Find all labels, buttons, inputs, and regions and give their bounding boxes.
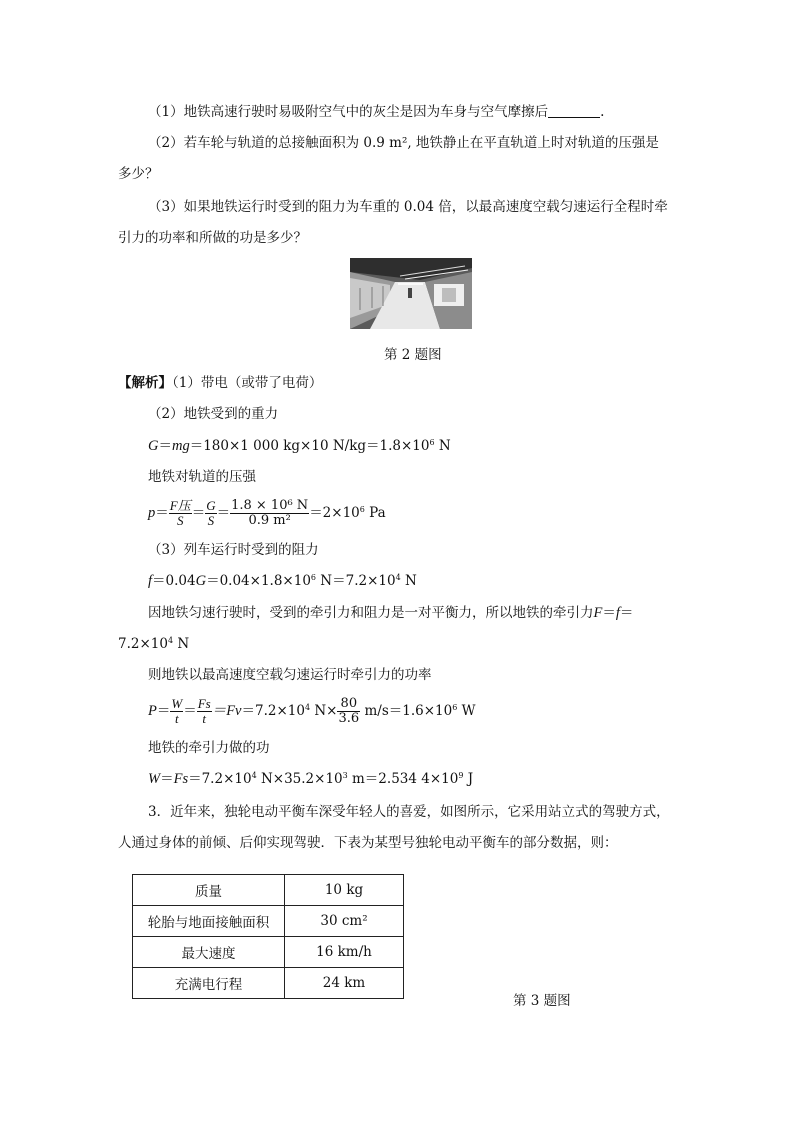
- power-label: 则地铁以最高速度空载匀速运行时牵引力的功率: [148, 667, 432, 683]
- table-cell-key: 充满电行程: [133, 968, 285, 999]
- answer-blank: [548, 105, 600, 118]
- gravity-equation: G＝mg＝180×1 000 kg×10 $N/kg=1.8\times 10^6$ N: [148, 438, 451, 454]
- table-row: [133, 937, 404, 968]
- question-1-text: （1）地铁高速行驶时易吸附空气中的灰尘是因为车身与空气摩擦后: [148, 104, 549, 120]
- problem-3-line-2: 人通过身体的前倾、后仰实现驾驶．下表为某型号独轮电动平衡车的部分数据，则：: [118, 835, 618, 851]
- solution-part-2-heading: （2）地铁受到的重力: [148, 406, 279, 422]
- table-row: [133, 875, 404, 906]
- table-cell-key: 质量: [133, 875, 285, 906]
- solution-part-3-heading: （3）列车运行时受到的阻力: [148, 542, 319, 558]
- subway-station-photo: [350, 258, 472, 329]
- table-cell-key: 轮胎与地面接触面积: [133, 906, 285, 937]
- problem-3-line-1: 3．近年来，独轮电动平衡车深受年轻人的喜爱，如图所示，它采用站立式的驾驶方式，: [148, 804, 670, 820]
- balance-line-2: $7.2\times 10^4$ N: [118, 636, 190, 652]
- question-2-line-1: （2）若车轮与轨道的总接触面积为 0.9 m², 地铁静止在平直轨道上时对轨道的压强是: [148, 135, 659, 151]
- fraction: $\frac{W}{t}$: [171, 696, 183, 726]
- fraction: $\frac{G}{S}$: [206, 498, 216, 528]
- question-1: （1）地铁高速行驶时易吸附空气中的灰尘是因为车身与空气摩擦后 .: [148, 104, 605, 120]
- table-cell-value: 30 cm²: [285, 906, 404, 937]
- fraction: $\frac{\text{F压}}{S}$: [169, 498, 191, 528]
- figure-2-caption: 第 2 题图: [384, 347, 442, 363]
- resistance-equation: $f=0.04G=0.04\times 1.8\times 10^6$ $N=7.2\times 10^4$ N: [148, 573, 417, 589]
- balance-line-1: 因地铁匀速行驶时，受到的牵引力和阻力是一对平衡力，所以地铁的牵引力F＝f＝: [148, 605, 634, 621]
- subway-photo-illustration: [350, 258, 472, 329]
- table-row: [133, 906, 404, 937]
- question-2-line-2: 多少？: [118, 166, 159, 182]
- table-cell-value: 24 km: [285, 968, 404, 999]
- power-equation: P＝ $\frac{W}{t}$ ＝ $\frac{Fs}{t}$ $=Fv=7.2\times 10^4$ N× $\frac{80}{3.6}$ $m/s=1.6\times 10^6$ W: [148, 696, 476, 726]
- solution-tag: 【解析】: [118, 375, 172, 391]
- table-row: [133, 968, 404, 999]
- fraction: $\frac{Fs}{t}$: [197, 696, 211, 726]
- table-cell-key: 最大速度: [133, 937, 285, 968]
- pressure-equation: p＝ $\frac{\text{F压}}{S}$ ＝ $\frac{G}{S}$ ＝ $\frac{\text{1.8 × 10⁶ N}}{\text{0.9 m²}}$ $=2\times 10^6$ Pa: [148, 498, 386, 528]
- question-3-line-2: 引力的功率和所做的功是多少？: [118, 230, 307, 246]
- work-equation: $W=Fs=7.2\times 10^4$ $N\times 35.2\times 10^3$ m＝2.534 $4\times 10^9$ J: [148, 771, 474, 787]
- figure-3-caption: 第 3 题图: [513, 993, 571, 1009]
- table-cell-value: 16 km/h: [285, 937, 404, 968]
- table-cell-value: 10 kg: [285, 875, 404, 906]
- pressure-label: 地铁对轨道的压强: [148, 469, 256, 485]
- fraction: $\frac{\text{1.8 × 10⁶ N}}{\text{0.9 m²}}$: [231, 498, 309, 528]
- question-3-line-1: （3）如果地铁运行时受到的阻力为车重的 0.04 倍，以最高速度空载匀速运行全程时牵: [148, 199, 668, 215]
- fraction: $\frac{80}{3.6}$: [338, 696, 360, 726]
- work-label: 地铁的牵引力做的功: [148, 740, 270, 756]
- solution-line-1: 【解析】（1）带电（或带了电荷）: [118, 375, 323, 391]
- spec-table: [132, 874, 404, 999]
